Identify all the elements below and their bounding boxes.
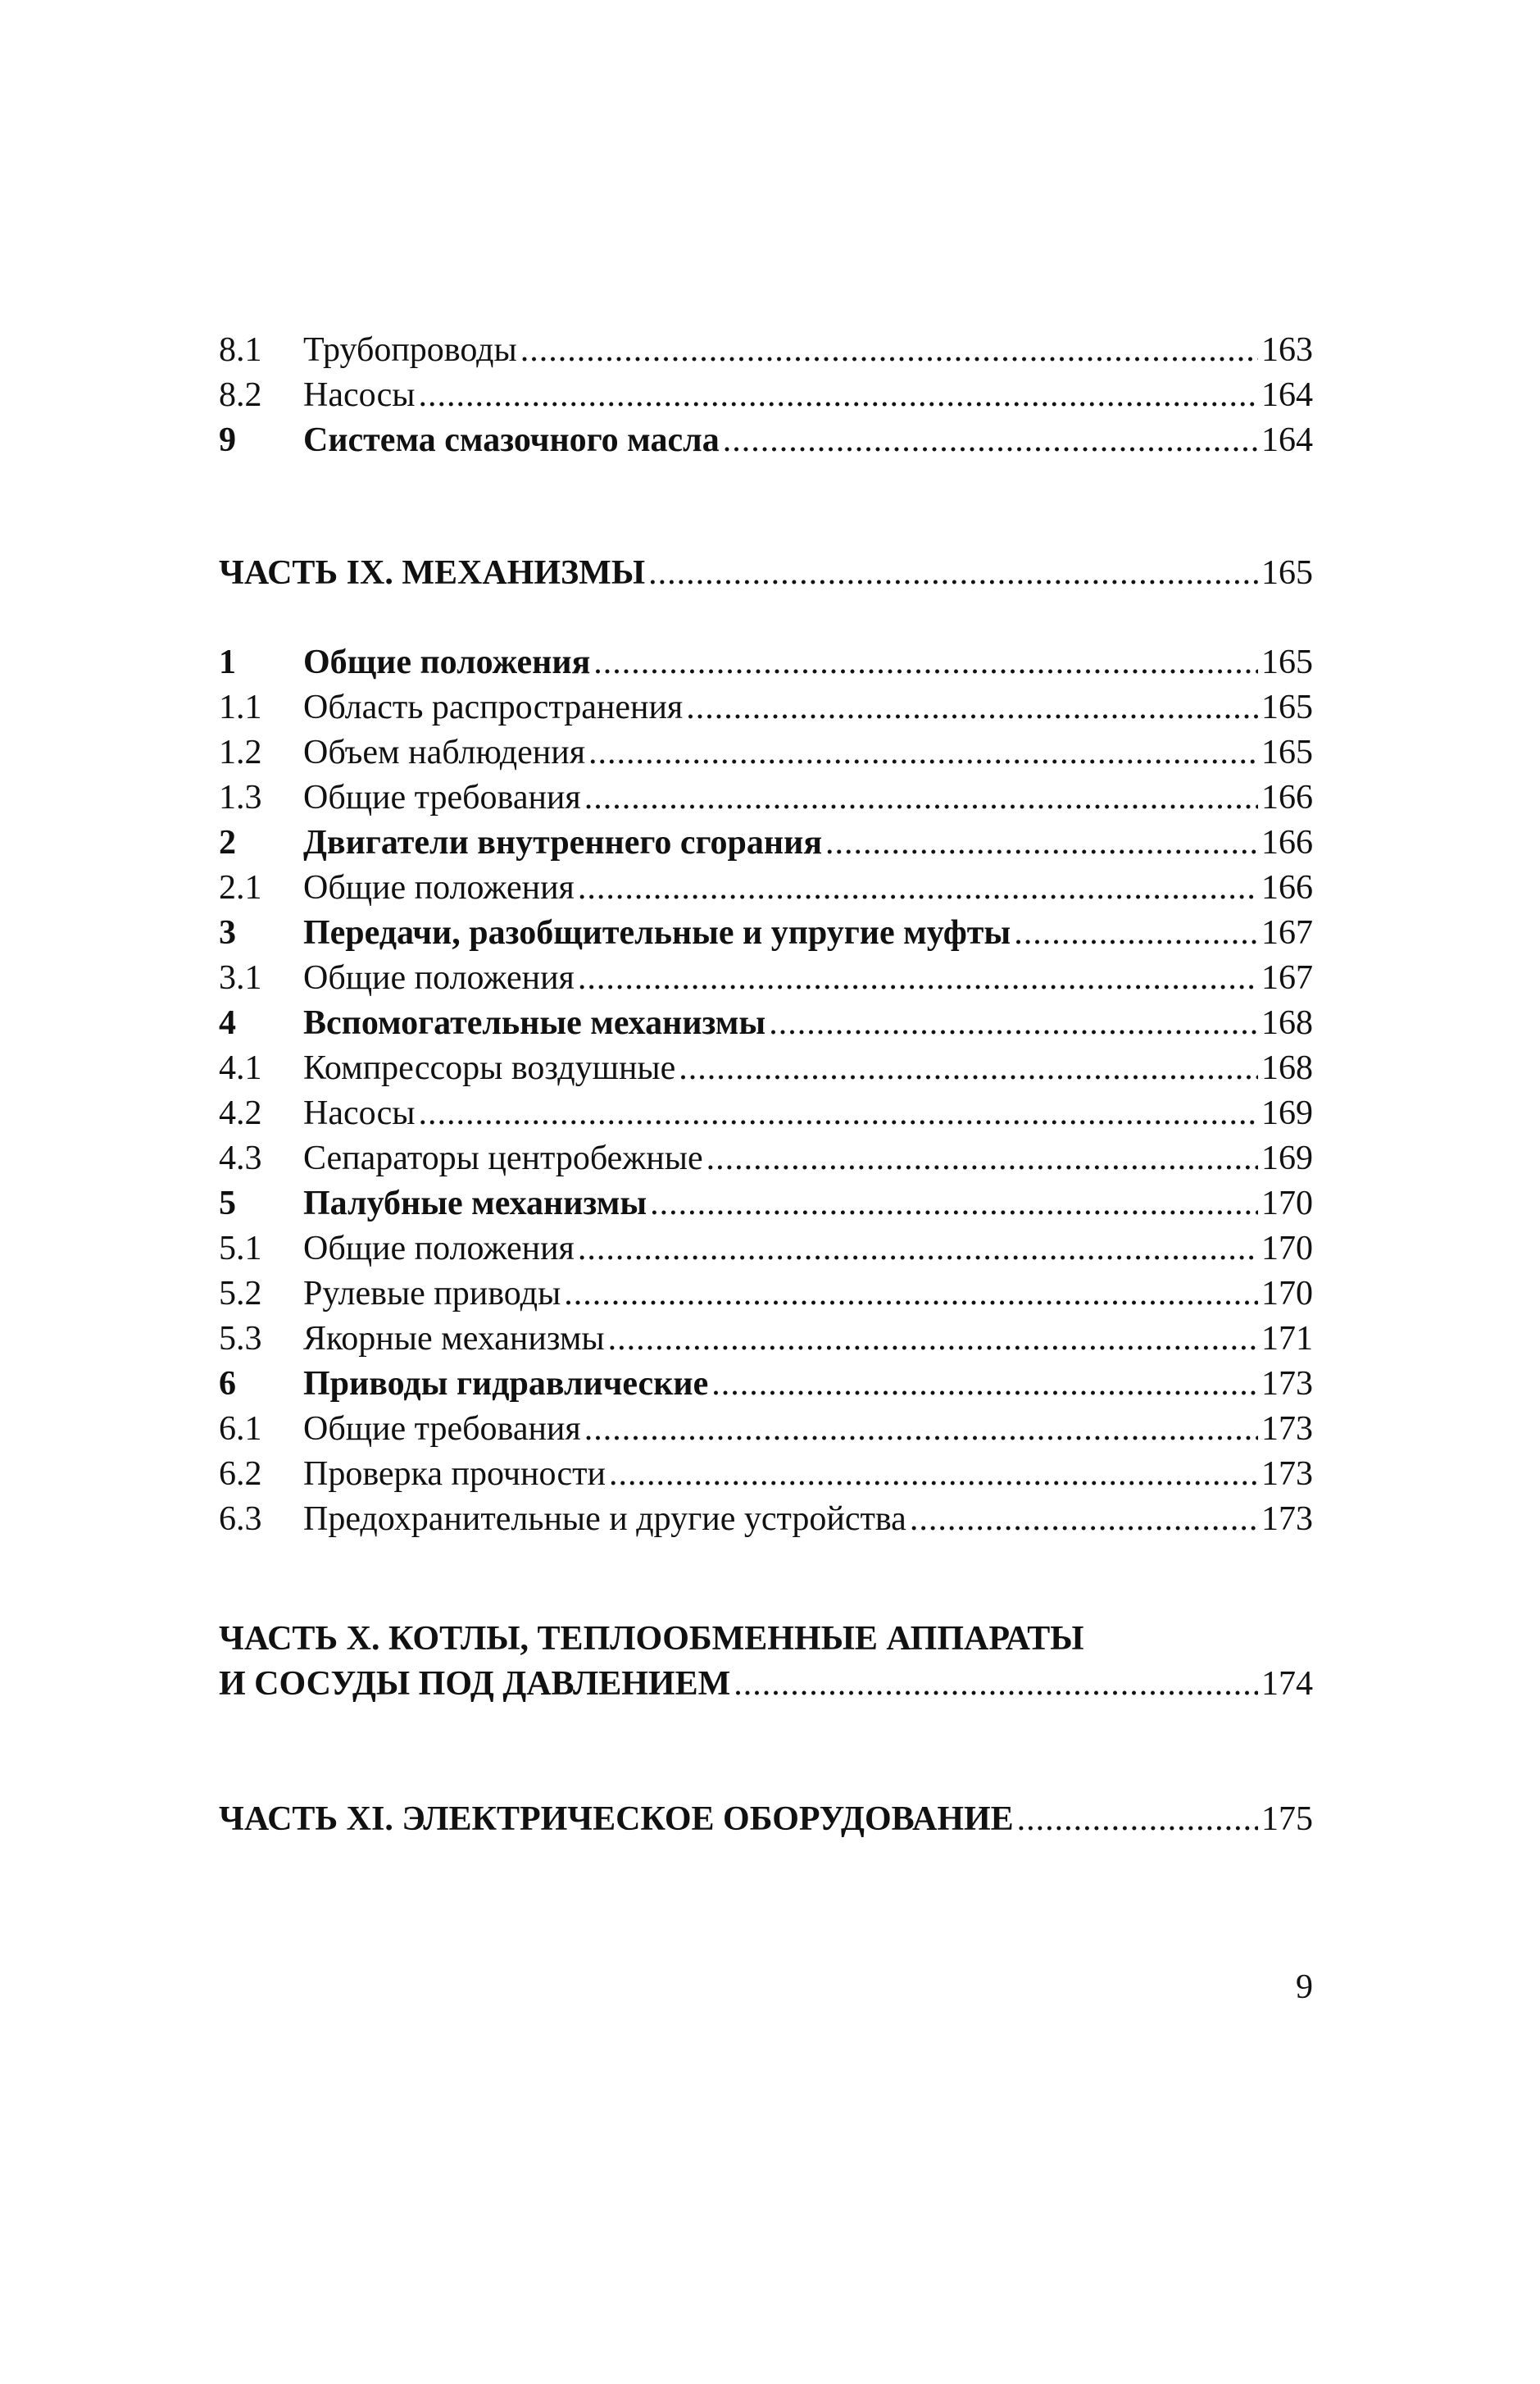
entry-number: 1.2	[219, 734, 262, 771]
entry-title: Система смазочного масла	[303, 421, 720, 459]
toc-entry[interactable]	[219, 1091, 1313, 1136]
entry-title: Якорные механизмы	[303, 1320, 605, 1358]
dot-leader	[609, 1452, 1258, 1497]
entry-number: 6.2	[219, 1455, 262, 1493]
entry-title: Общие положения	[303, 869, 575, 907]
entry-page: 173	[1261, 1455, 1313, 1493]
entry-page: 169	[1261, 1140, 1313, 1177]
entry-page: 165	[1261, 734, 1313, 771]
entry-page: 163	[1261, 331, 1313, 369]
entry-page: 168	[1261, 1004, 1313, 1042]
entry-page: 167	[1261, 959, 1313, 997]
toc-entry[interactable]	[219, 328, 1313, 373]
entry-page: 169	[1261, 1094, 1313, 1132]
entry-number: 1.1	[219, 689, 262, 726]
entry-number: 4.3	[219, 1140, 262, 1177]
entry-number: 6.1	[219, 1410, 262, 1448]
entry-number: 2	[219, 824, 236, 862]
dot-leader	[419, 1091, 1258, 1136]
dot-leader	[419, 373, 1258, 418]
entry-number: 8.2	[219, 376, 262, 414]
entry-title: Трубопроводы	[303, 331, 517, 369]
entry-title: Рулевые приводы	[303, 1275, 561, 1313]
entry-number: 5	[219, 1185, 236, 1222]
entry-page: 166	[1261, 824, 1313, 862]
entry-number: 6	[219, 1365, 236, 1403]
entry-page: 173	[1261, 1500, 1313, 1538]
entry-number: 5.1	[219, 1230, 262, 1267]
entry-number: 5.2	[219, 1275, 262, 1313]
dot-leader	[769, 1001, 1258, 1046]
entry-number: 1	[219, 644, 236, 681]
entry-page: 170	[1261, 1275, 1313, 1313]
entry-page: 167	[1261, 914, 1313, 952]
entry-page: 168	[1261, 1049, 1313, 1087]
entry-page: 173	[1261, 1365, 1313, 1403]
part-page: 175	[1261, 1800, 1313, 1838]
toc-entry[interactable]	[219, 776, 1313, 821]
entry-number: 1.3	[219, 779, 262, 817]
dot-leader	[564, 1272, 1258, 1317]
entry-page: 171	[1261, 1320, 1313, 1358]
dot-leader	[608, 1317, 1258, 1362]
toc-entry[interactable]	[219, 866, 1313, 911]
entry-title: Проверка прочности	[303, 1455, 606, 1493]
dot-leader	[584, 1407, 1258, 1452]
toc-part-10	[219, 1617, 1313, 1707]
entry-page: 166	[1261, 869, 1313, 907]
dot-leader	[520, 328, 1258, 373]
entry-title: Компрессоры воздушные	[303, 1049, 676, 1087]
dot-leader	[578, 866, 1258, 911]
entry-number: 4.2	[219, 1094, 262, 1132]
entry-title: Общие положения	[303, 1230, 575, 1267]
dot-leader	[679, 1046, 1258, 1091]
entry-title: Предохранительные и другие устройства	[303, 1500, 906, 1538]
toc-entry[interactable]	[219, 1362, 1313, 1407]
entry-title: Приводы гидравлические	[303, 1365, 709, 1403]
entry-number: 8.1	[219, 331, 262, 369]
entry-page: 164	[1261, 376, 1313, 414]
entry-page: 170	[1261, 1230, 1313, 1267]
entry-title: Общие требования	[303, 779, 581, 817]
toc-entry[interactable]	[219, 730, 1313, 776]
page-number: 9	[1296, 1968, 1313, 2006]
entry-title: Сепараторы центробежные	[303, 1140, 703, 1177]
dot-leader	[593, 640, 1258, 685]
entry-title: Двигатели внутреннего сгорания	[303, 824, 823, 862]
toc-entry[interactable]	[219, 1452, 1313, 1497]
entry-title: Насосы	[303, 1094, 416, 1132]
part-title: ЧАСТЬ XI. ЭЛЕКТРИЧЕСКОЕ ОБОРУДОВАНИЕ	[219, 1800, 1014, 1838]
part-heading[interactable]	[219, 551, 1313, 596]
entry-number: 3.1	[219, 959, 262, 997]
entry-number: 4	[219, 1004, 236, 1042]
part-heading[interactable]	[219, 1662, 1313, 1707]
dot-leader	[706, 1136, 1258, 1181]
toc-entry[interactable]	[219, 1181, 1313, 1226]
entry-title: Область распространения	[303, 689, 684, 726]
entry-number: 6.3	[219, 1500, 262, 1538]
toc-entry[interactable]	[219, 640, 1313, 685]
dot-leader	[1017, 1797, 1258, 1842]
dot-leader	[578, 1226, 1258, 1272]
entry-page: 165	[1261, 644, 1313, 681]
entry-title: Объем наблюдения	[303, 734, 586, 771]
toc-entry[interactable]	[219, 373, 1313, 418]
entry-title: Общие положения	[303, 644, 591, 681]
toc-part-9-entries	[219, 640, 1313, 1542]
dot-leader	[584, 776, 1258, 821]
entry-title: Вспомогательные механизмы	[303, 1004, 766, 1042]
entry-title: Палубные механизмы	[303, 1185, 647, 1222]
entry-page: 170	[1261, 1185, 1313, 1222]
toc-entry[interactable]	[219, 821, 1313, 866]
dot-leader	[686, 685, 1258, 730]
toc-entry[interactable]	[219, 1407, 1313, 1452]
entry-page: 166	[1261, 779, 1313, 817]
part-page: 165	[1261, 554, 1313, 592]
part-title: ЧАСТЬ IX. МЕХАНИЗМЫ	[219, 554, 646, 592]
dot-leader	[588, 730, 1258, 776]
entry-number: 4.1	[219, 1049, 262, 1087]
part-title-line-2: И СОСУДЫ ПОД ДАВЛЕНИЕМ	[219, 1665, 731, 1703]
toc-entry[interactable]	[219, 1317, 1313, 1362]
toc-entry[interactable]	[219, 1497, 1313, 1542]
entry-number: 5.3	[219, 1320, 262, 1358]
dot-leader	[578, 956, 1258, 1001]
toc-entry[interactable]	[219, 956, 1313, 1001]
dot-leader	[650, 1181, 1258, 1226]
dot-leader	[1014, 911, 1258, 956]
entry-number: 2.1	[219, 869, 262, 907]
toc-entry[interactable]	[219, 685, 1313, 730]
entry-title: Насосы	[303, 376, 416, 414]
toc-entry[interactable]	[219, 1001, 1313, 1046]
toc-entry[interactable]	[219, 1272, 1313, 1317]
entry-number: 9	[219, 421, 236, 459]
part-heading[interactable]	[219, 1797, 1313, 1842]
toc-entry[interactable]	[219, 1226, 1313, 1272]
entry-page: 165	[1261, 689, 1313, 726]
dot-leader	[723, 418, 1258, 463]
entry-title: Общие требования	[303, 1410, 581, 1448]
toc-part-9	[219, 551, 1313, 596]
toc-entry[interactable]	[219, 911, 1313, 956]
entry-title: Передачи, разобщительные и упругие муфты	[303, 914, 1011, 952]
toc-entry[interactable]	[219, 1136, 1313, 1181]
entry-number: 3	[219, 914, 236, 952]
dot-leader	[910, 1497, 1258, 1542]
part-title-line-1[interactable]: ЧАСТЬ X. КОТЛЫ, ТЕПЛООБМЕННЫЕ АППАРАТЫ	[219, 1620, 1084, 1658]
toc-entry[interactable]	[219, 418, 1313, 463]
part-page: 174	[1261, 1665, 1313, 1703]
toc-entry[interactable]	[219, 1046, 1313, 1091]
entry-page: 173	[1261, 1410, 1313, 1448]
dot-leader	[711, 1362, 1258, 1407]
toc-top-block	[219, 328, 1313, 463]
dot-leader	[734, 1662, 1258, 1707]
dot-leader	[648, 551, 1258, 596]
entry-title: Общие положения	[303, 959, 575, 997]
dot-leader	[825, 821, 1258, 866]
entry-page: 164	[1261, 421, 1313, 459]
toc-part-11	[219, 1797, 1313, 1842]
